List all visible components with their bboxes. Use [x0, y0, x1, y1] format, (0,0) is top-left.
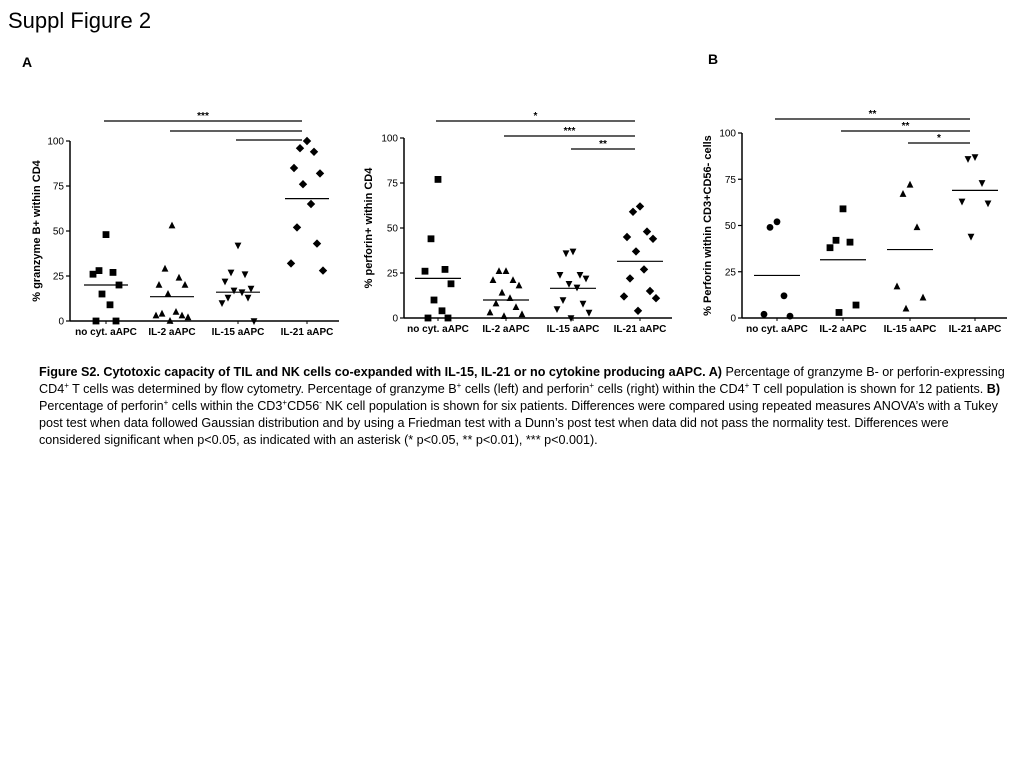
x-tick-label: no cyt. aAPC [75, 327, 137, 338]
data-point [516, 282, 523, 289]
data-point [93, 318, 100, 325]
significance-label: *** [563, 126, 576, 137]
data-point [570, 249, 577, 256]
y-tick-label: 100 [719, 128, 736, 140]
data-point [231, 288, 238, 295]
y-tick-label: 50 [724, 221, 736, 232]
x-tick-label: IL-15 aAPC [883, 324, 937, 335]
data-point [113, 318, 120, 325]
data-point [490, 276, 497, 283]
data-point [248, 286, 255, 293]
caption-text-6: Percentage of perforin [39, 399, 164, 413]
caption-text-3: cells (left) and perforin [461, 382, 590, 396]
data-point [307, 200, 315, 208]
page-title: Suppl Figure 2 [8, 8, 152, 33]
data-point [836, 309, 843, 316]
data-point [316, 169, 324, 177]
significance-label: * [533, 111, 538, 122]
data-point [833, 237, 840, 244]
data-point [431, 297, 438, 304]
y-axis-label: % Perforin within CD3+CD56- cells [702, 135, 714, 316]
data-point [640, 265, 648, 273]
data-point [165, 290, 172, 297]
data-point [162, 265, 169, 272]
data-point [920, 294, 927, 301]
data-point [577, 272, 584, 279]
data-point [287, 259, 295, 267]
y-tick-label: 25 [724, 267, 736, 279]
data-point [179, 312, 186, 319]
data-point [519, 310, 526, 317]
data-point [487, 309, 494, 316]
data-point [914, 223, 921, 230]
data-point [293, 223, 301, 231]
data-point [493, 300, 500, 307]
significance-label: ** [901, 121, 910, 132]
x-tick-label: IL-15 aAPC [546, 324, 600, 335]
caption-text-5: T cell population is shown for 12 patients. [749, 382, 984, 396]
data-point [586, 310, 593, 317]
data-point [219, 300, 226, 307]
data-point [629, 208, 637, 216]
data-point [442, 266, 449, 273]
data-point [985, 201, 992, 208]
y-tick-label: 0 [730, 313, 736, 325]
data-point [894, 283, 901, 290]
data-point [907, 181, 914, 188]
significance-label: ** [868, 109, 877, 120]
data-point [563, 250, 570, 257]
caption-text-7: cells within the CD3 [168, 399, 283, 413]
data-point [425, 315, 432, 322]
panel-label-a: A [22, 54, 33, 70]
data-point [774, 218, 781, 225]
x-tick-label: no cyt. aAPC [746, 324, 808, 335]
caption-sup-6: + [282, 397, 288, 407]
data-point [557, 272, 564, 279]
data-point [646, 287, 654, 295]
data-point [173, 308, 180, 315]
data-point [310, 148, 318, 156]
data-point [448, 280, 455, 287]
data-point [153, 312, 160, 319]
y-tick-label: 25 [52, 271, 64, 283]
data-point [182, 281, 189, 288]
x-tick-label: IL-21 aAPC [948, 324, 1002, 335]
data-point [503, 267, 510, 274]
data-point [90, 271, 97, 278]
data-point [900, 190, 907, 197]
caption-sup-3: + [589, 380, 595, 390]
y-tick-label: 75 [386, 178, 398, 190]
data-point [510, 276, 517, 283]
data-point [422, 268, 429, 275]
caption-text-9: NK cell population is shown for six patients. Differences were compared using repeated measures ANOVA’s with a Tukey post test when data followed Gaussian distribution and by using a Friedman test with a Dunn’s post test when data did not pass the normality test. Differences were considered significant when p<0.05, as indicated with an asterisk (* p<0.05, ** p<0.01), *** p<0.001). [39, 399, 998, 447]
data-point [499, 289, 506, 296]
data-point [513, 303, 520, 310]
caption-text-2: T cells was determined by flow cytometry. Percentage of granzyme B [68, 382, 457, 396]
y-axis-label: % perforin+ within CD4 [363, 167, 375, 289]
data-point [840, 205, 847, 212]
x-tick-label: IL-15 aAPC [211, 327, 265, 338]
data-point [972, 154, 979, 161]
data-point [632, 247, 640, 255]
data-point [580, 301, 587, 308]
data-point [99, 291, 106, 298]
data-point [110, 269, 117, 276]
data-point [853, 302, 860, 309]
data-point [107, 301, 114, 308]
x-tick-label: IL-2 aAPC [482, 324, 530, 335]
data-point [428, 235, 435, 242]
data-point [319, 266, 327, 274]
y-axis-label: % granzyme B+ within CD4 [31, 160, 43, 302]
caption-sup-1: + [64, 380, 69, 390]
data-point [652, 294, 660, 302]
data-point [313, 239, 321, 247]
data-point [643, 227, 651, 235]
chart-1 [31, 111, 339, 338]
caption-text-4: cells (right) within the CD4 [594, 382, 745, 396]
data-point [554, 306, 561, 313]
data-point [560, 297, 567, 304]
panel-label-b: B [708, 51, 719, 67]
y-tick-label: 75 [52, 181, 64, 193]
data-point [159, 310, 166, 317]
data-point [96, 267, 103, 274]
y-tick-label: 100 [381, 133, 398, 145]
significance-label: *** [197, 111, 209, 122]
caption-sup-2: + [456, 380, 462, 390]
data-point [566, 281, 573, 288]
data-point [222, 279, 229, 286]
data-point [435, 176, 442, 183]
data-point [176, 274, 183, 281]
data-point [979, 180, 986, 187]
data-point [445, 315, 452, 322]
data-point [103, 231, 110, 238]
data-point [299, 180, 307, 188]
data-point [968, 234, 975, 241]
data-point [296, 144, 304, 152]
data-point [623, 233, 631, 241]
data-point [959, 199, 966, 206]
x-tick-label: no cyt. aAPC [407, 324, 469, 335]
y-tick-label: 0 [392, 313, 398, 325]
x-tick-label: IL-2 aAPC [819, 324, 867, 335]
data-point [761, 311, 768, 318]
caption-text-8: CD56 [287, 399, 320, 413]
data-point [620, 292, 628, 300]
caption-sup-5: + [163, 397, 169, 407]
data-point [225, 295, 232, 302]
figure-caption [39, 364, 1005, 449]
data-point [767, 224, 774, 231]
caption-sup-7: - [319, 397, 322, 407]
caption-text-1: Percentage of granzyme B- or perforin-expressing CD4 [39, 365, 1005, 396]
data-point [636, 202, 644, 210]
data-point [781, 292, 788, 299]
x-tick-label: IL-21 aAPC [280, 327, 334, 338]
significance-label: * [937, 133, 941, 144]
data-point [245, 295, 252, 302]
data-point [827, 244, 834, 251]
y-tick-label: 25 [386, 268, 398, 280]
y-tick-label: 50 [52, 226, 64, 238]
y-tick-label: 0 [58, 316, 64, 328]
y-tick-label: 50 [386, 223, 398, 235]
data-point [634, 307, 642, 315]
data-point [290, 164, 298, 172]
data-point [649, 235, 657, 243]
data-point [496, 267, 503, 274]
data-point [787, 313, 794, 320]
data-point [185, 313, 192, 320]
y-tick-label: 100 [47, 136, 64, 148]
data-point [303, 137, 311, 145]
data-point [242, 271, 249, 278]
data-point [626, 274, 634, 282]
caption-sup-4: + [744, 380, 750, 390]
data-point [847, 239, 854, 246]
significance-label: ** [599, 139, 607, 150]
chart-2 [363, 111, 672, 335]
data-point [583, 276, 590, 283]
data-point [965, 156, 972, 163]
chart-3 [702, 109, 1007, 335]
caption-lead: Figure S2. Cytotoxic capacity of TIL and NK cells co-expanded with IL-15, IL-21 or no cytokine producing aAPC. A) [39, 365, 722, 379]
data-point [156, 281, 163, 288]
data-point [501, 312, 508, 319]
x-tick-label: IL-21 aAPC [613, 324, 667, 335]
data-point [235, 243, 242, 250]
data-point [439, 307, 446, 314]
y-tick-label: 75 [724, 174, 736, 186]
x-tick-label: IL-2 aAPC [148, 327, 196, 338]
caption-b-label: B) [983, 382, 1001, 396]
data-point [228, 270, 235, 277]
data-point [903, 305, 910, 312]
data-point [169, 222, 176, 229]
